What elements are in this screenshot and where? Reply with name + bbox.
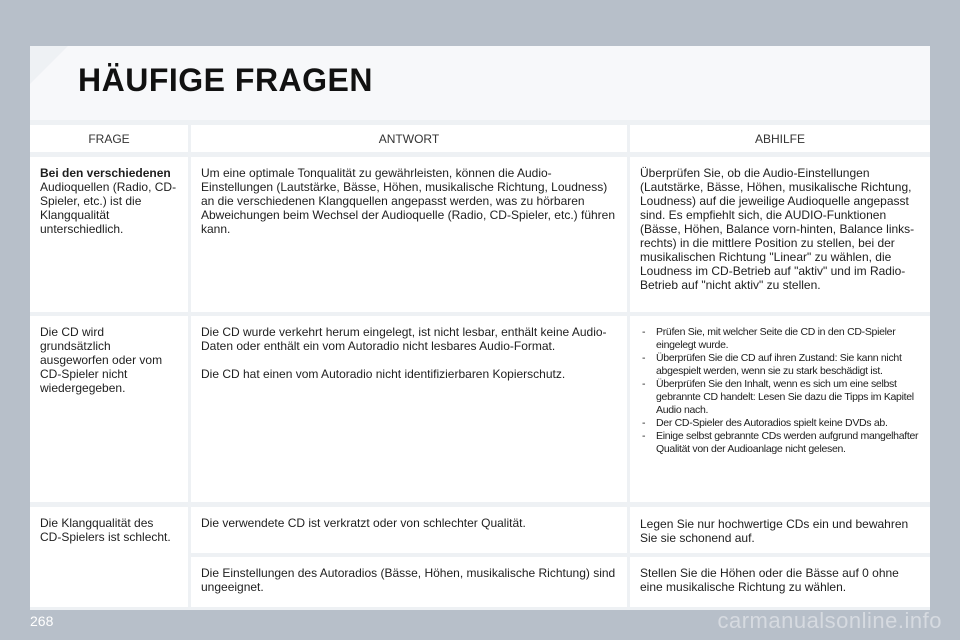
row1-answer-text: Um eine optimale Tonqualität zu gewährleisten, können die Audio-Einstellungen (Lautstärke, Bässe, Höhen, musikalische Richtung, Loudness) an die verschiedenen Klangquellen angepasst werden, was zu hörbaren Abweichungen beim Wechsel der Audioquelle (Radio, CD-Spieler, etc.) führen kann. <box>201 166 616 236</box>
row3-answer-1 <box>191 507 627 553</box>
row3-answer-text-2: Die Einstellungen des Autoradios (Bässe, Höhen, musikalische Richtung) sind ungeeignet. <box>201 566 616 594</box>
page-title: HÄUFIGE FRAGEN <box>78 62 373 98</box>
row3-remedy-text-1: Legen Sie nur hochwertige CDs ein und bewahren Sie sie schonend auf. <box>640 517 909 545</box>
row2-answer-text-2: Die CD hat einen vom Autoradio nicht identifizierbaren Kopierschutz. <box>201 367 566 381</box>
row2-answer-text-1: Die CD wurde verkehrt herum eingelegt, ist nicht lesbar, enthält keine Audio-Daten oder enthält ein vom Autoradio nicht lesbares Audio-Format. <box>201 325 607 353</box>
row1-question-text: Audioquellen (Radio, CD-Spieler, etc.) ist die Klangqualität unterschiedlich. <box>40 180 177 236</box>
row1-remedy <box>630 157 930 312</box>
row1-question <box>30 157 188 312</box>
list-item: - Überprüfen Sie den Inhalt, wenn es sich um eine selbst gebrannte CD handelt: Lesen Sie dazu die Tipps im Kapitel Audio nach. <box>640 378 920 417</box>
row2-question-text: Die CD wird grundsätzlich ausgeworfen oder vom CD-Spieler nicht wiedergegeben. <box>40 325 163 395</box>
row2-remedy <box>630 316 930 502</box>
row3-remedy-text-2: Stellen Sie die Höhen oder die Bässe auf 0 ohne eine musikalische Richtung zu wählen. <box>640 566 899 594</box>
row1-question-lead: Bei den verschiedenen <box>40 166 171 180</box>
row3-answer-2 <box>191 557 627 607</box>
list-item: - Der CD-Spieler des Autoradios spielt keine DVDs ab. <box>640 417 920 430</box>
row3-question-text: Die Klangqualität des CD-Spielers ist schlecht. <box>40 516 171 544</box>
row3-remedy-1 <box>630 507 930 553</box>
row2-question <box>30 316 188 502</box>
list-item: - Überprüfen Sie die CD auf ihren Zustand: Sie kann nicht abgespielt werden, wenn sie zu stark beschädigt ist. <box>640 352 920 378</box>
row1-answer <box>191 157 627 312</box>
row3-remedy-2 <box>630 557 930 607</box>
row1-remedy-text: Überprüfen Sie, ob die Audio-Einstellungen (Lautstärke, Bässe, Höhen, musikalische Richtung, Loudness) auf die jeweilige Audioquelle angepasst sind. Es empfiehlt sich, die AUDIO-Funktionen (Bässe, Höhen, Balance vorn-hinten, Balance links-rechts) in die mittlere Position zu stellen, bei der musikalischen Richtung "Linear" zu wählen, die Loudness im CD-Betrieb auf "aktiv" und im Radio-Betrieb auf "nicht aktiv" zu stellen. <box>640 166 915 292</box>
row3-answer-text-1: Die verwendete CD ist verkratzt oder von schlechter Qualität. <box>201 516 526 530</box>
column-header-question: FRAGE <box>30 125 188 152</box>
column-header-answer: ANTWORT <box>191 125 627 152</box>
list-item: - Prüfen Sie, mit welcher Seite die CD in den CD-Spieler eingelegt wurde. <box>640 326 920 352</box>
row2-answer <box>191 316 627 502</box>
watermark: carmanualsonline.info <box>717 608 942 633</box>
column-header-remedy: ABHILFE <box>630 125 930 152</box>
page-number: 268 <box>30 613 54 629</box>
list-item: - Einige selbst gebrannte CDs werden aufgrund mangelhafter Qualität von der Audioanlage nicht gelesen. <box>640 430 920 456</box>
row2-remedy-list <box>640 326 920 456</box>
row3-question <box>30 507 188 607</box>
